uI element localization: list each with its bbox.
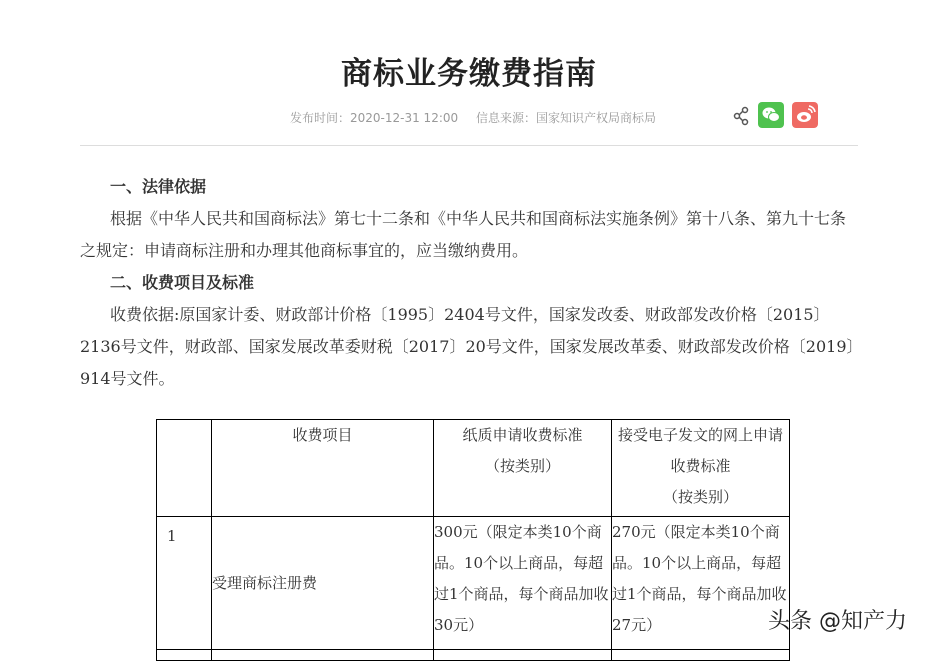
header-line: （按类别） <box>662 488 738 506</box>
section-heading-fee-items: 二、收费项目及标准 <box>110 273 255 292</box>
watermark-text: 头条 @知产力 <box>768 609 907 634</box>
article-body <box>80 171 860 395</box>
table-cell-fee-item: 受理商标注册费 <box>212 517 434 650</box>
weibo-icon <box>792 102 818 128</box>
table-header-cell <box>612 420 790 517</box>
fee-basis-text: 收费依据:原国家计委、财政部计价格〔1995〕2404号文件，国家发改委、财政部发改价格〔2015〕2136号文件，财政部、国家发展改革委财税〔2017〕20号文件，国家发展改革委、财政部发改价格〔2019〕914号文件。 <box>80 305 855 388</box>
fee-table <box>156 419 790 661</box>
wechat-share-button[interactable] <box>758 102 784 128</box>
legal-basis-text: 根据《中华人民共和国商标法》第七十二条和《中华人民共和国商标法实施条例》第十八条、第九十七条之规定：申请商标注册和办理其他商标事宜的，应当缴纳费用。 <box>80 209 847 260</box>
table-header-cell <box>434 420 612 517</box>
header-line: 纸质申请收费标准 <box>462 426 583 444</box>
table-header-row <box>157 420 790 517</box>
info-source: 信息来源：国家知识产权局商标局 <box>475 111 656 125</box>
header-line: 接受电子发文的网上申请 <box>617 426 783 444</box>
table-header-cell: 收费项目 <box>212 420 434 517</box>
table-cell-paper-fee: 300元（限定本类10个商品。10个以上商品，每超过1个商品，每个商品加收30元） <box>434 517 612 650</box>
share-icon[interactable] <box>733 106 749 126</box>
weibo-share-button[interactable] <box>792 102 818 128</box>
table-cell <box>212 650 434 661</box>
header-line: （按类别） <box>484 457 560 475</box>
page-title: 商标业务缴费指南 <box>341 56 597 92</box>
table-cell <box>434 650 612 661</box>
section-heading-legal-basis: 一、法律依据 <box>110 177 207 196</box>
article-meta <box>290 109 656 126</box>
table-cell-index: 1 <box>157 517 212 650</box>
table-header-cell <box>157 420 212 517</box>
table-row <box>157 517 790 650</box>
table-cell <box>612 650 790 661</box>
table-cell <box>157 650 212 661</box>
publish-time: 发布时间：2020-12-31 12:00 <box>290 111 459 125</box>
wechat-icon <box>758 102 784 128</box>
table-row <box>157 650 790 661</box>
header-divider <box>80 145 858 146</box>
header-line: 收费标准 <box>670 457 731 475</box>
table-cell-online-fee: 270元（限定本类10个商品。10个以上商品，每超过1个商品，每个商品加收27元） <box>612 517 790 650</box>
